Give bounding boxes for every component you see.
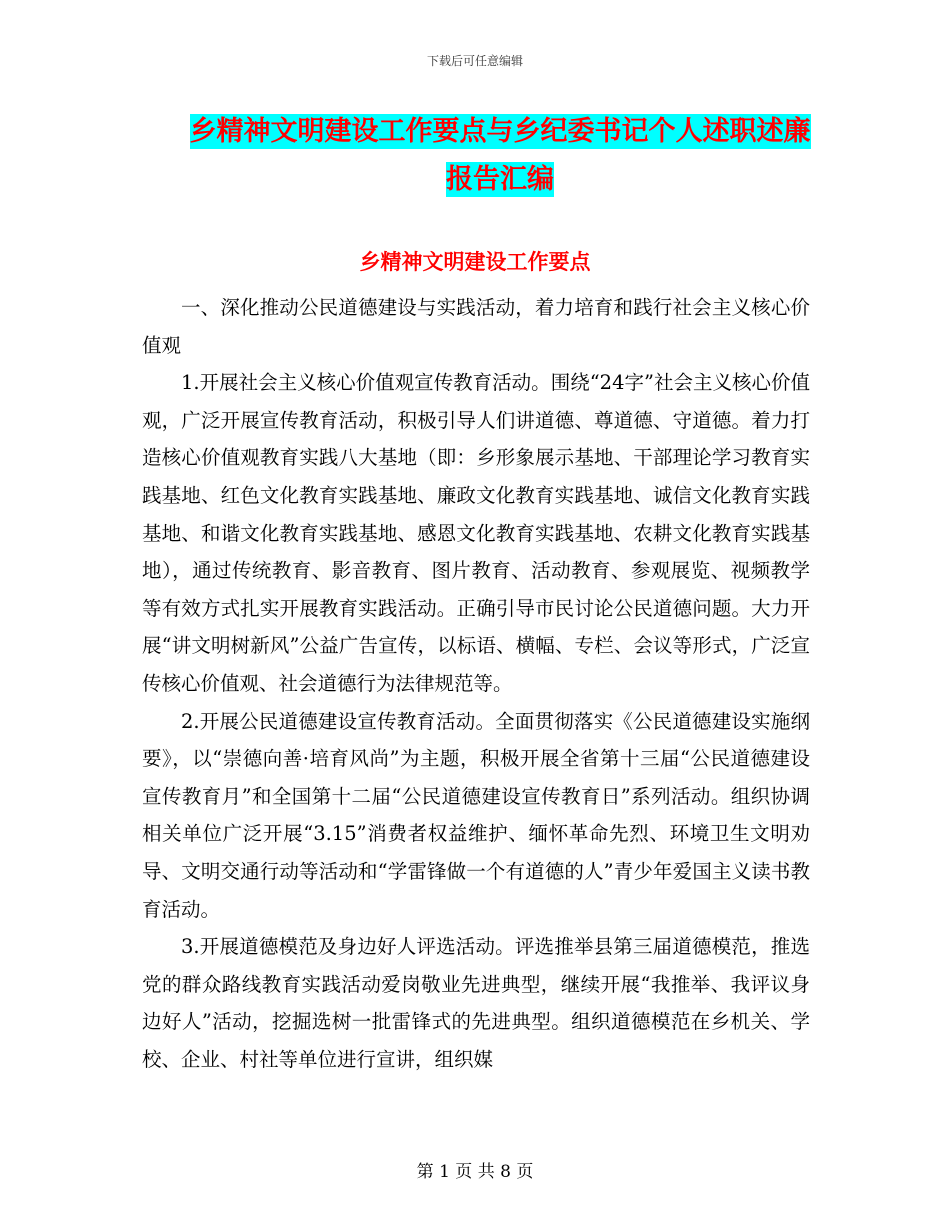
document-title-line-1: 乡精神文明建设工作要点与乡纪委书记个人述职述廉 [189,116,811,147]
paragraph: 1.开展社会主义核心价值观宣传教育活动。围绕“24字”社会主义核心价值观，广泛开展宣传教育活动，积极引导人们讲道德、尊道德、守道德。着力打造核心价值观教育实践八大基地（即：乡形象展示基地、干部理论学习教育实践基地、红色文化教育实践基地、廉政文化教育实践基地、诚信文化教育实践基地、和谐文化教育实践基地、感恩文化教育实践基地、农耕文化教育实践基地），通过传统教育、影音教育、图片教育、活动教育、参观展览、视频教学等有效方式扎实开展教育实践活动。正确引导市民讨论公民道德问题。大力开展“讲文明树新风”公益广告宣传，以标语、横幅、专栏、会议等形式，广泛宣传核心价值观、社会道德行为法律规范等。 [142,371,810,695]
document-title [120,108,880,204]
page-header-note: 下载后可任意编辑 [426,54,523,68]
document-title-line-2: 报告汇编 [446,164,554,195]
paragraph: 3.开展道德模范及身边好人评选活动。评选推举县第三届道德模范，推选党的群众路线教育实践活动爱岗敬业先进典型，继续开展“我推举、我评议身边好人”活动，挖掘选树一批雷锋式的先进典型。组织道德模范在乡机关、学校、企业、村社等单位进行宣讲，组织媒 [142,935,810,1071]
page-number-footer: 第 1 页 共 8 页 [416,1162,534,1182]
section-title: 乡精神文明建设工作要点 [359,249,591,274]
document-body [142,289,810,1078]
paragraph: 一、深化推动公民道德建设与实践活动，着力培育和践行社会主义核心价值观 [142,296,810,357]
paragraph: 2.开展公民道德建设宣传教育活动。全面贯彻落实《公民道德建设实施纲要》，以“崇德向善·培育风尚”为主题，积极开展全省第十三届“公民道德建设宣传教育月”和全国第十二届“公民道德建设宣传教育日”系列活动。组织协调相关单位广泛开展“3.15”消费者权益维护、缅怀革命先烈、环境卫生文明劝导、文明交通行动等活动和“学雷锋做一个有道德的人”青少年爱国主义读书教育活动。 [142,709,810,921]
